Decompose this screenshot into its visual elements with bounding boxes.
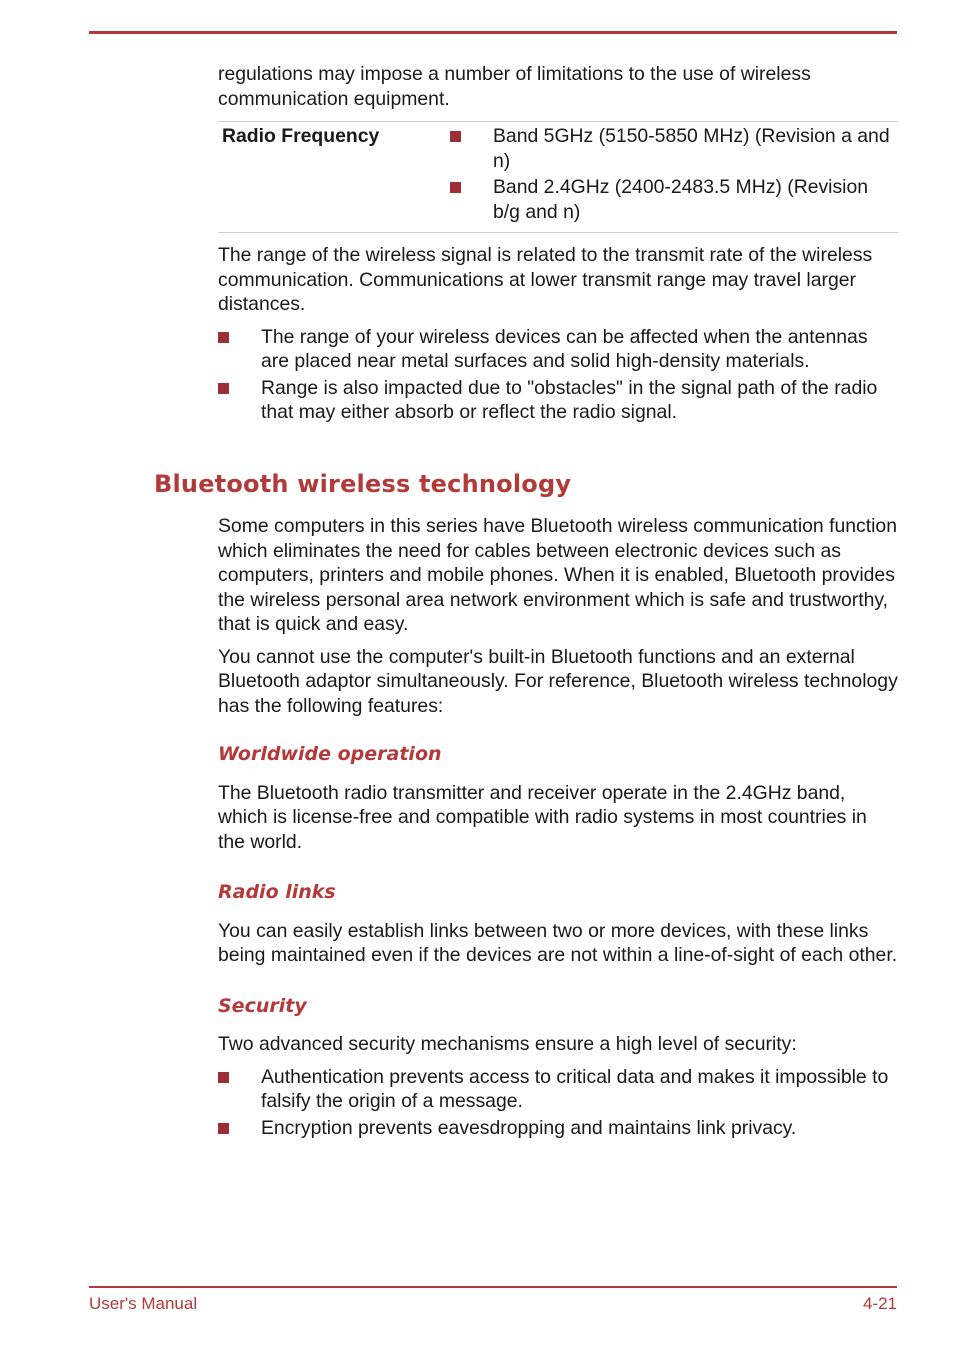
range-bullet-list bbox=[218, 325, 898, 425]
bluetooth-paragraph-2: You cannot use the computer's built-in Bluetooth functions and an external Bluetooth adaptor simultaneously. For reference, Bluetooth wireless technology has the following features: bbox=[218, 645, 898, 717]
worldwide-operation-heading: Worldwide operation bbox=[218, 743, 442, 765]
list-item-text: Band 2.4GHz (2400-2483.5 MHz) (Revision b/g and n) bbox=[493, 176, 869, 223]
radio-frequency-table bbox=[218, 121, 898, 233]
square-bullet-icon bbox=[218, 1072, 229, 1083]
list-item bbox=[450, 124, 898, 173]
list-item bbox=[218, 1065, 898, 1114]
radio-links-heading: Radio links bbox=[218, 881, 336, 903]
page-content-top bbox=[218, 62, 898, 427]
square-bullet-icon bbox=[218, 1123, 229, 1134]
list-item-text: The range of your wireless devices can be affected when the antennas are placed near metal surfaces and solid high-density materials. bbox=[261, 325, 868, 372]
footer-page-number: 4-21 bbox=[862, 1294, 897, 1313]
square-bullet-icon bbox=[218, 383, 229, 394]
worldwide-operation-text: The Bluetooth radio transmitter and receiver operate in the 2.4GHz band, which is license-free and compatible with radio systems in most countries in the world. bbox=[218, 781, 867, 853]
intro-paragraph: regulations may impose a number of limitations to the use of wireless communication equipment. bbox=[218, 63, 811, 110]
security-text: Two advanced security mechanisms ensure a high level of security: bbox=[218, 1033, 797, 1055]
list-item bbox=[218, 376, 898, 425]
bluetooth-paragraph-1: Some computers in this series have Bluetooth wireless communication function which eliminates the need for cables between electronic devices such as computers, printers and mobile phones. When it is enabled, Bluetooth provides the wireless personal area network environment which is safe and trustworthy, that is quick and easy. bbox=[218, 515, 897, 635]
square-bullet-icon bbox=[218, 332, 229, 343]
radio-frequency-label: Radio Frequency bbox=[222, 125, 380, 147]
list-item-text: Band 5GHz (5150-5850 MHz) (Revision a and n) bbox=[493, 125, 890, 172]
radio-links-text: You can easily establish links between two or more devices, with these links being maintained even if the devices are not within a line-of-sight of each other. bbox=[218, 919, 898, 966]
list-item-text: Authentication prevents access to critical data and makes it impossible to falsify the origin of a message. bbox=[261, 1065, 889, 1112]
footer-manual-title: User's Manual bbox=[89, 1294, 198, 1313]
list-item bbox=[218, 1116, 898, 1141]
bluetooth-section-heading: Bluetooth wireless technology bbox=[154, 470, 572, 498]
list-item-text: Encryption prevents eavesdropping and maintains link privacy. bbox=[261, 1116, 797, 1139]
range-paragraph: The range of the wireless signal is related to the transmit rate of the wireless communication. Communications at lower transmit range may travel larger distances. bbox=[218, 244, 873, 315]
list-item bbox=[218, 325, 898, 374]
header-rule bbox=[89, 31, 897, 34]
security-bullet-list bbox=[218, 1065, 898, 1141]
radio-frequency-list bbox=[450, 124, 898, 226]
footer-rule bbox=[89, 1286, 897, 1288]
list-item-text: Range is also impacted due to "obstacles" in the signal path of the radio that may either absorb or reflect the radio signal. bbox=[261, 376, 878, 423]
list-item bbox=[450, 175, 898, 224]
square-bullet-icon bbox=[450, 182, 461, 193]
bluetooth-section-content bbox=[218, 514, 898, 1142]
security-heading: Security bbox=[218, 994, 307, 1017]
square-bullet-icon bbox=[450, 131, 461, 142]
